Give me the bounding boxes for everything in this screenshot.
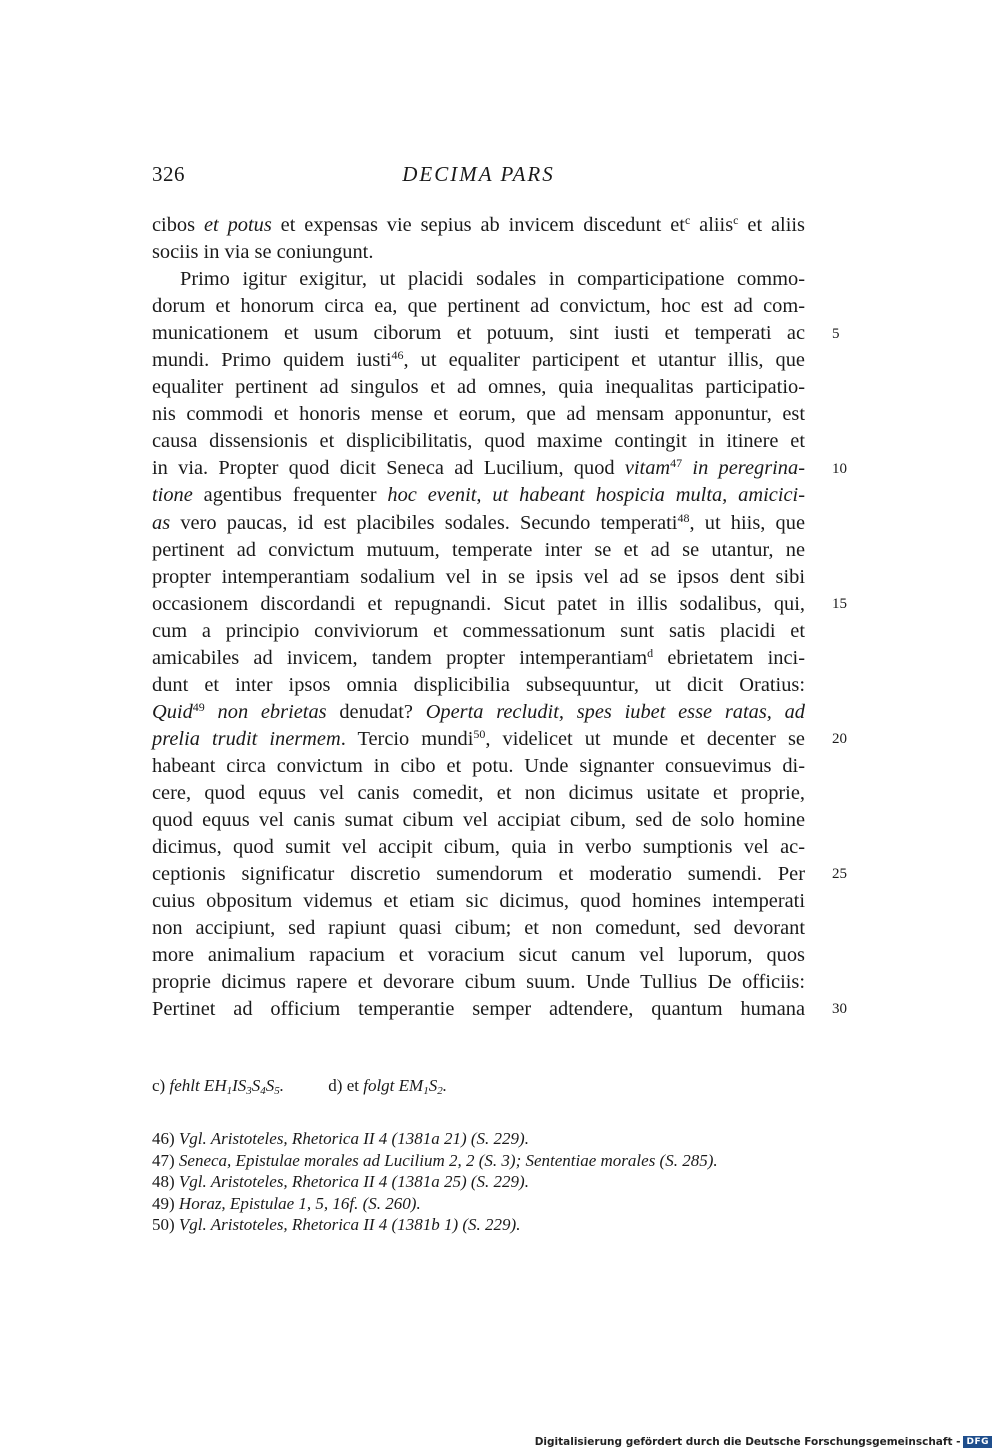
footnotes bbox=[152, 1128, 718, 1236]
text-line-23: quod equus vel canis sumat cibum vel accipiat cibum, sed de solo homine bbox=[152, 809, 805, 832]
page-header bbox=[152, 162, 805, 196]
running-title: DECIMA PARS bbox=[402, 162, 555, 186]
text-line-2: sociis in via se coniungunt. bbox=[152, 241, 374, 264]
text-line-17: amicabiles ad invicem, tandem propter intemperantiam$^d$ ebrietatem inci- bbox=[152, 645, 805, 669]
footnote-48: 48) Vgl. Aristoteles, Rhetorica II 4 (1381a 25) (S. 229). bbox=[152, 1172, 529, 1191]
footnote-49: 49) Horaz, Epistulae 1, 5, 16f. (S. 260). bbox=[152, 1193, 421, 1213]
text-line-3: Primo igitur exigitur, ut placidi sodales in comparticipatione commo- bbox=[180, 268, 805, 291]
text-line-7: equaliter pertinent ad singulos et ad omnes, quia inequalitas participatio- bbox=[152, 376, 805, 399]
line-number-10: 10 bbox=[832, 461, 847, 477]
text-line-25: ceptionis significatur discretio sumendorum et moderatio sumendi. Per bbox=[152, 863, 805, 886]
text-line-27: non accipiunt, sed rapiunt quasi cibum; et non comedunt, sed devorant bbox=[152, 917, 805, 940]
text-line-24: dicimus, quod sumit vel accipit cibum, quia in verbo sumptionis vel ac- bbox=[152, 836, 805, 859]
line-number-20: 20 bbox=[832, 731, 847, 747]
text-line-12: as vero paucas, id est placibiles sodales. Secundo temperati$^{48}$, ut hiis, que bbox=[152, 510, 805, 534]
footnote-46: 46) Vgl. Aristoteles, Rhetorica II 4 (1381a 21) (S. 229). bbox=[152, 1129, 529, 1148]
text-line-13: pertinent ad convictum mutuum, temperate inter se et ad se utantur, ne bbox=[152, 538, 805, 561]
line-number-30: 30 bbox=[832, 1001, 847, 1017]
page-number: 326 bbox=[152, 162, 185, 186]
footnote-50: 50) Vgl. Aristoteles, Rhetorica II 4 (1381b 1) (S. 229). bbox=[152, 1215, 521, 1234]
text-line-26: cuius obpositum videmus et etiam sic dicimus, quod homines intemperati bbox=[152, 890, 805, 913]
line-number-15: 15 bbox=[832, 596, 847, 612]
text-line-6: mundi. Primo quidem iusti$^{46}$, ut equaliter participent et utantur illis, que bbox=[152, 348, 805, 372]
text-line-9: causa dissensionis et displicibilitatis, quod maxime contingit in itinere et bbox=[152, 430, 805, 453]
apparatus-note-c: c) fehlt $EH_1IS_3S_4S_5$. bbox=[152, 1076, 285, 1097]
text-line-15: occasionem discordandi et repugnandi. Sicut patet in illis sodalibus, qui, bbox=[152, 592, 805, 615]
text-line-21: habeant circa convictum in cibo et potu. Unde signanter consuevimus di- bbox=[152, 754, 805, 777]
dfg-credit bbox=[535, 1436, 992, 1448]
text-line-16: cum a principio conviviorum et commessationum sunt satis placidi et bbox=[152, 619, 805, 642]
text-line-1: cibos et potus et expensas vie sepius ab invicem discedunt $et^c$ aliis$^c$ et aliis bbox=[152, 213, 805, 236]
text-line-29: proprie dicimus rapere et devorare cibum suum. Unde Tullius De officiis: bbox=[152, 971, 805, 994]
dfg-logo: DFG bbox=[963, 1436, 992, 1448]
text-line-5: municationem et usum ciborum et potuum, sint iusti et temperati ac bbox=[152, 322, 805, 345]
text-line-30: Pertinet ad officium temperantie semper adtendere, quantum humana bbox=[152, 998, 805, 1021]
text-line-4: dorum et honorum circa ea, que pertinent ad convictum, hoc est ad com- bbox=[152, 295, 805, 318]
text-line-28: more animalium rapacium et voracium sicut canum vel luporum, quos bbox=[152, 944, 805, 967]
text-line-8: nis commodi et honoris mense et eorum, que ad mensam apponuntur, est bbox=[152, 403, 805, 426]
text-line-14: propter intemperantiam sodalium vel in se ipsis vel ad se ipsos dent sibi bbox=[152, 565, 805, 588]
text-line-20: prelia trudit inermem. Tercio mundi$^{50}$, videlicet ut munde et decenter se bbox=[152, 726, 805, 750]
text-line-18: dunt et inter ipsos omnia displicibilia subsequuntur, ut dicit Oratius: bbox=[152, 673, 805, 696]
apparatus-note-d: d) et folgt $EM_1S_2$. bbox=[328, 1076, 447, 1097]
text-line-22: cere, quod equus vel canis comedit, et non dicimus usitate et proprie, bbox=[152, 781, 805, 804]
footnote-47: 47) Seneca, Epistulae morales ad Lucilium 2, 2 (S. 3); Sententiae morales (S. 285). bbox=[152, 1150, 718, 1170]
critical-apparatus bbox=[152, 1076, 487, 1096]
text-line-10: in via. Propter quod dicit Seneca ad Lucilium, quod vitam$^{47}$ in peregrina- bbox=[152, 456, 805, 480]
line-number-5: 5 bbox=[832, 326, 840, 342]
line-number-25: 25 bbox=[832, 866, 847, 882]
text-line-19: Quid$^{49}$ non ebrietas denudat? Operta recludit, spes iubet esse ratas, ad bbox=[152, 699, 805, 723]
dfg-credit-text: Digitalisierung gefördert durch die Deutsche Forschungsgemeinschaft - bbox=[534, 1436, 961, 1448]
text-line-11: tione agentibus frequenter hoc evenit, ut habeant hospicia multa, amicici- bbox=[152, 484, 805, 507]
main-text bbox=[152, 212, 805, 1023]
